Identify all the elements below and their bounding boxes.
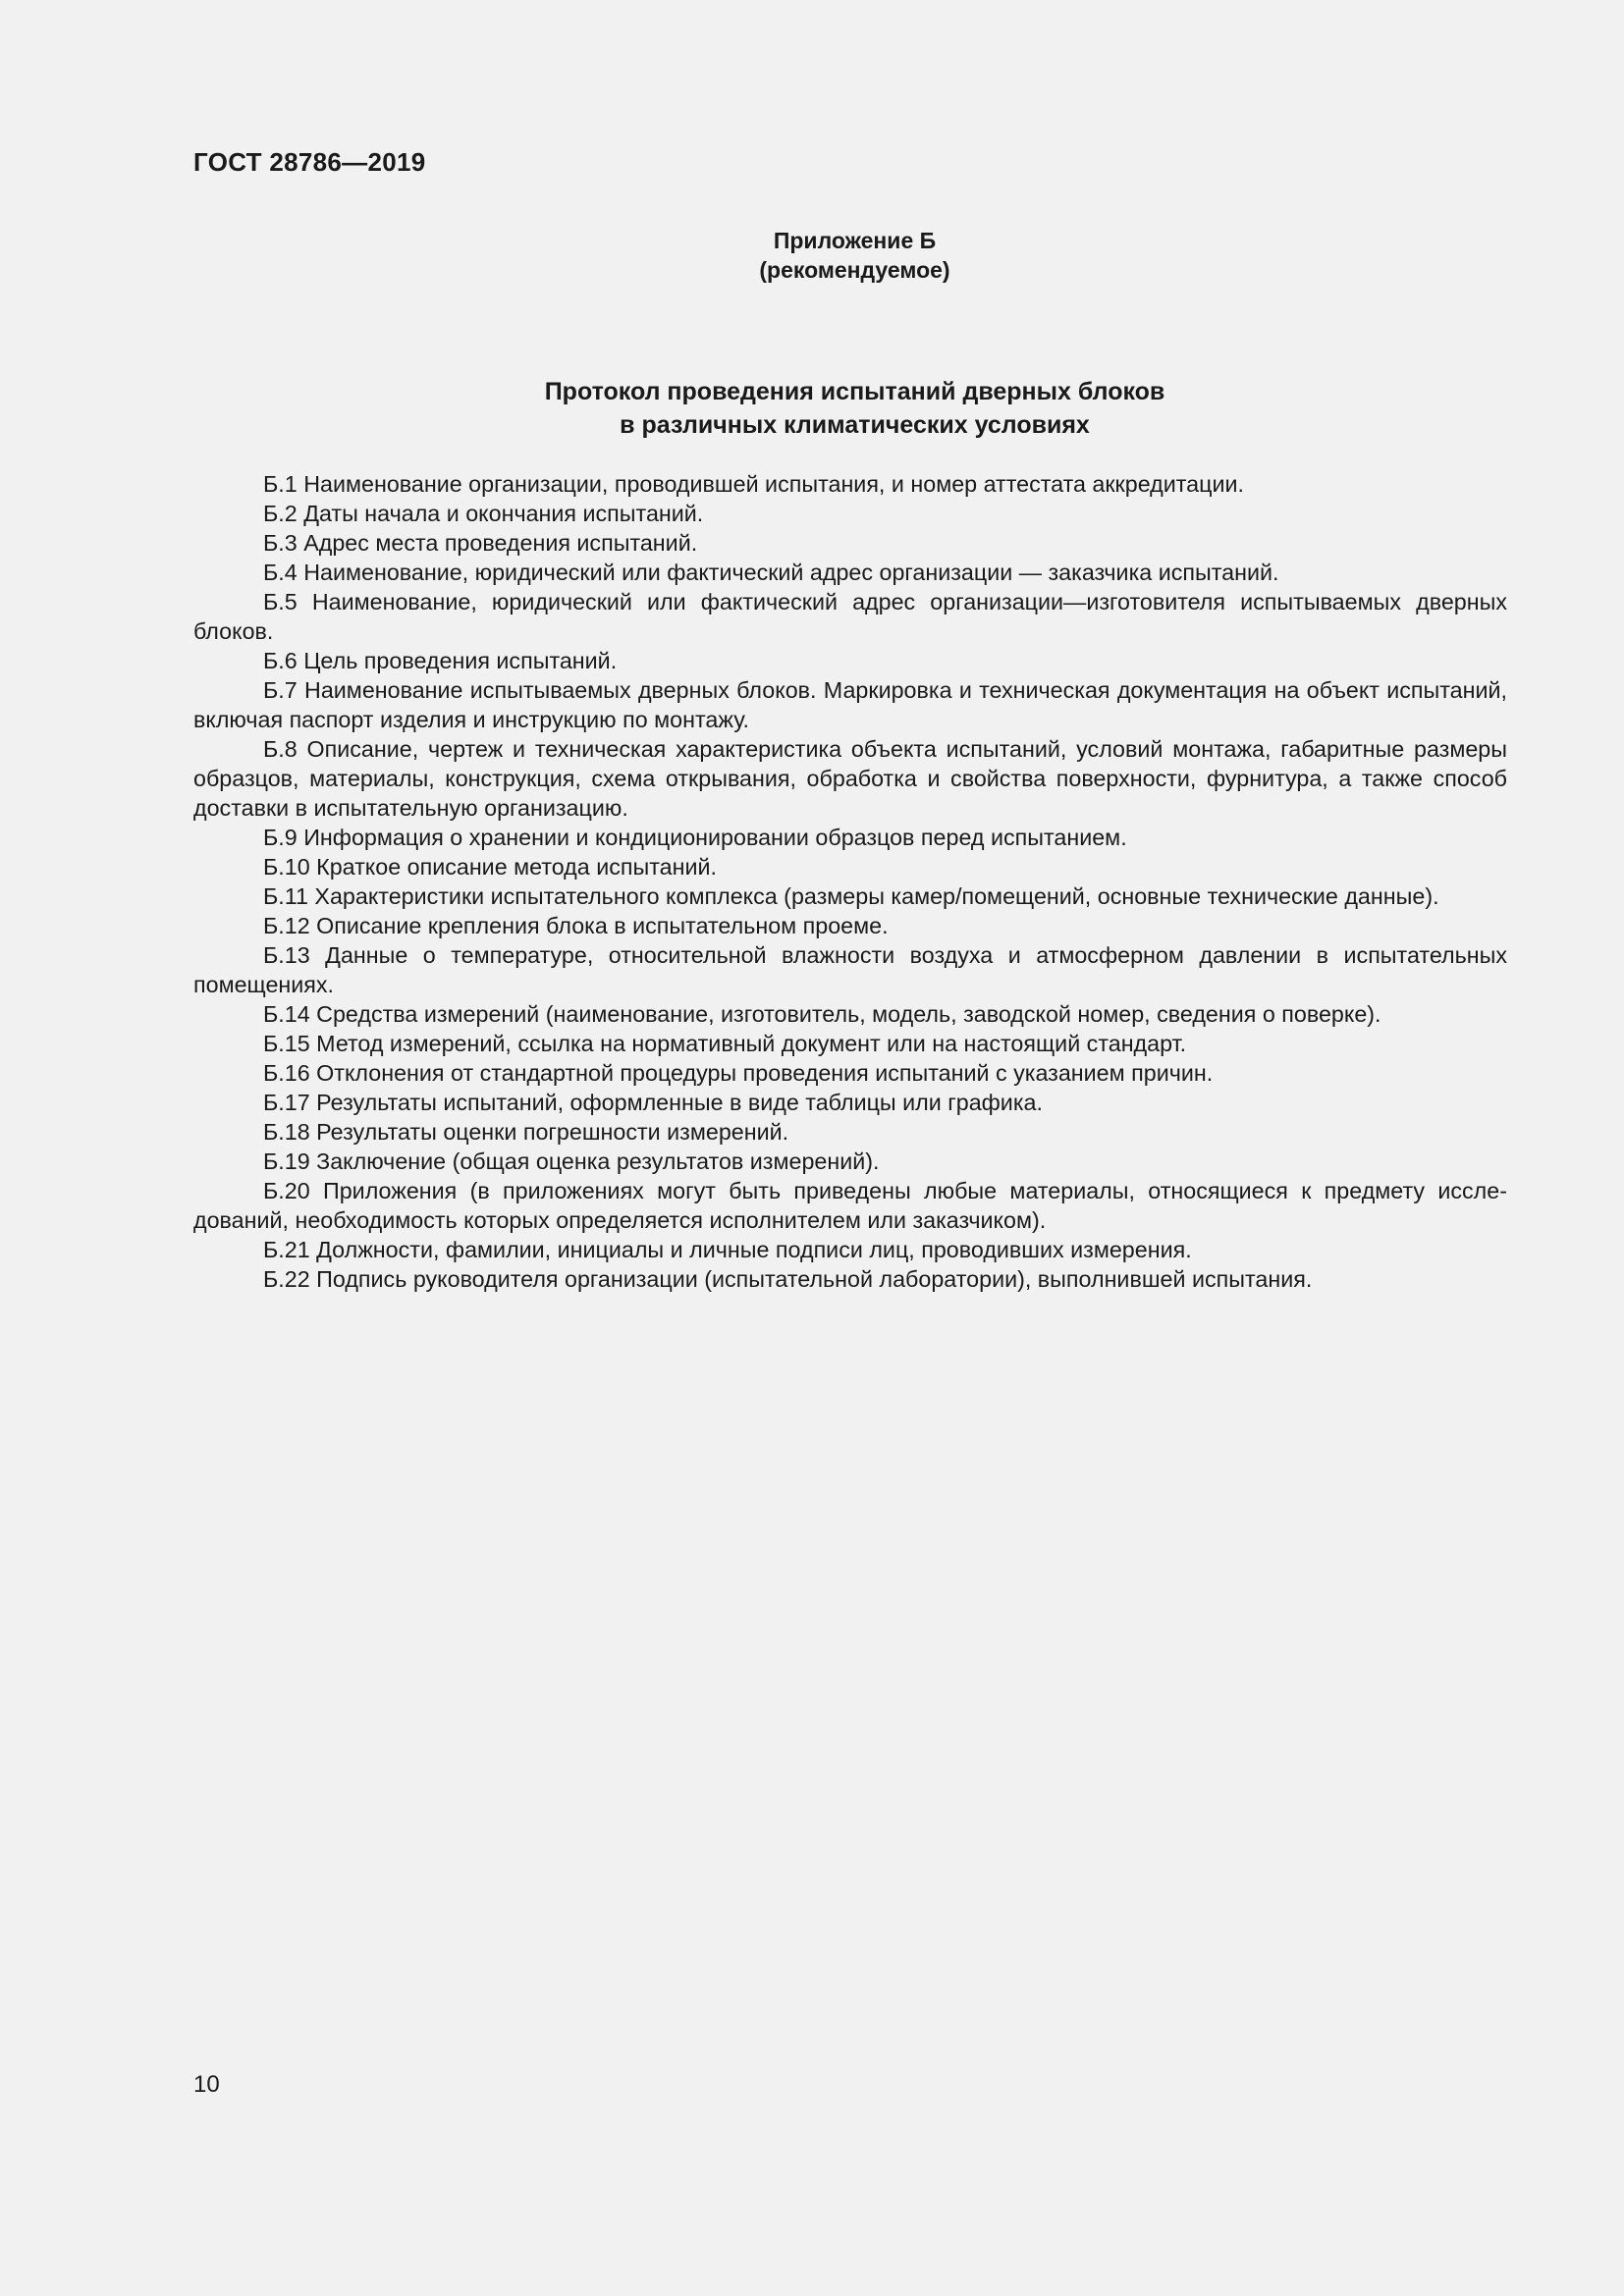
list-item: Б.4 Наименование, юридический или фактический адрес организации — заказчика испытаний.	[263, 560, 1279, 585]
list-item: Б.18 Результаты оценки погрешности измерений.	[263, 1119, 789, 1145]
appendix-label: Приложение Б	[773, 228, 937, 253]
list-item: Б.2 Даты начала и окончания испытаний.	[263, 501, 704, 526]
list-item: Б.17 Результаты испытаний, оформленные в виде таблицы или графика.	[263, 1090, 1043, 1115]
list-item: Б.11 Характеристики испытательного комплекса (размеры камер/помещений, основные технические данные).	[263, 883, 1439, 909]
section-title-line-1: Протокол проведения испытаний дверных блоков	[544, 378, 1165, 405]
list-item: Б.6 Цель проведения испытаний.	[263, 648, 618, 673]
appendix-heading	[0, 226, 1624, 285]
list-item: Б.20 Приложения (в приложениях могут быть приведены любые материалы, относящиеся к предмету исследований, необходимость которых определяется исполнителем или заказчиком).	[193, 1178, 1507, 1233]
list-item: Б.3 Адрес места проведения испытаний.	[263, 530, 698, 556]
list-item: Б.22 Подпись руководителя организации (испытательной лаборатории), выполнившей испытания.	[263, 1266, 1313, 1292]
section-title	[0, 375, 1624, 442]
list-item: Б.9 Информация о хранении и кондиционировании образцов перед испытанием.	[263, 825, 1127, 850]
section-title-line-2: в различных климатических условиях	[620, 411, 1090, 439]
list-item: Б.1 Наименование организации, проводившей испытания, и номер аттестата аккредитации.	[263, 471, 1244, 497]
list-item: Б.14 Средства измерений (наименование, изготовитель, модель, заводской номер, сведения о поверке).	[263, 1001, 1381, 1027]
list-item: Б.15 Метод измерений, ссылка на нормативный документ или на настоящий стандарт.	[263, 1031, 1187, 1056]
document-id-header: ГОСТ 28786—2019	[193, 147, 426, 177]
protocol-items-list	[193, 469, 1507, 1294]
list-item: Б.16 Отклонения от стандартной процедуры проведения испытаний с указанием причин.	[263, 1060, 1214, 1086]
list-item: Б.21 Должности, фамилии, инициалы и личные подписи лиц, проводивших измерения.	[263, 1237, 1192, 1262]
list-item: Б.7 Наименование испытываемых дверных блоков. Маркировка и техническая документация на объект испытаний, включая паспорт изделия и инструкцию по монтажу.	[193, 677, 1507, 732]
list-item: Б.5 Наименование, юридический или фактический адрес организации—изготовителя испытываемых дверных блоков.	[193, 589, 1507, 644]
list-item: Б.12 Описание крепления блока в испытательном проеме.	[263, 913, 889, 938]
list-item: Б.10 Краткое описание метода испытаний.	[263, 854, 717, 880]
appendix-status: (рекомендуемое)	[759, 257, 950, 283]
list-item: Б.19 Заключение (общая оценка результатов измерений).	[263, 1148, 880, 1174]
list-item: Б.8 Описание, чертеж и техническая характеристика объекта испытаний, условий монтажа, габаритные размеры образцов, материалы, конструкция, схема открывания, обработка и свойства поверхности, фурнитура, а также способ доставки в испытательную организацию.	[193, 736, 1507, 821]
page-number: 10	[193, 2071, 220, 2098]
list-item: Б.13 Данные о температуре, относительной влажности воздуха и атмосферном давлении в испытательных помещениях.	[193, 942, 1507, 997]
